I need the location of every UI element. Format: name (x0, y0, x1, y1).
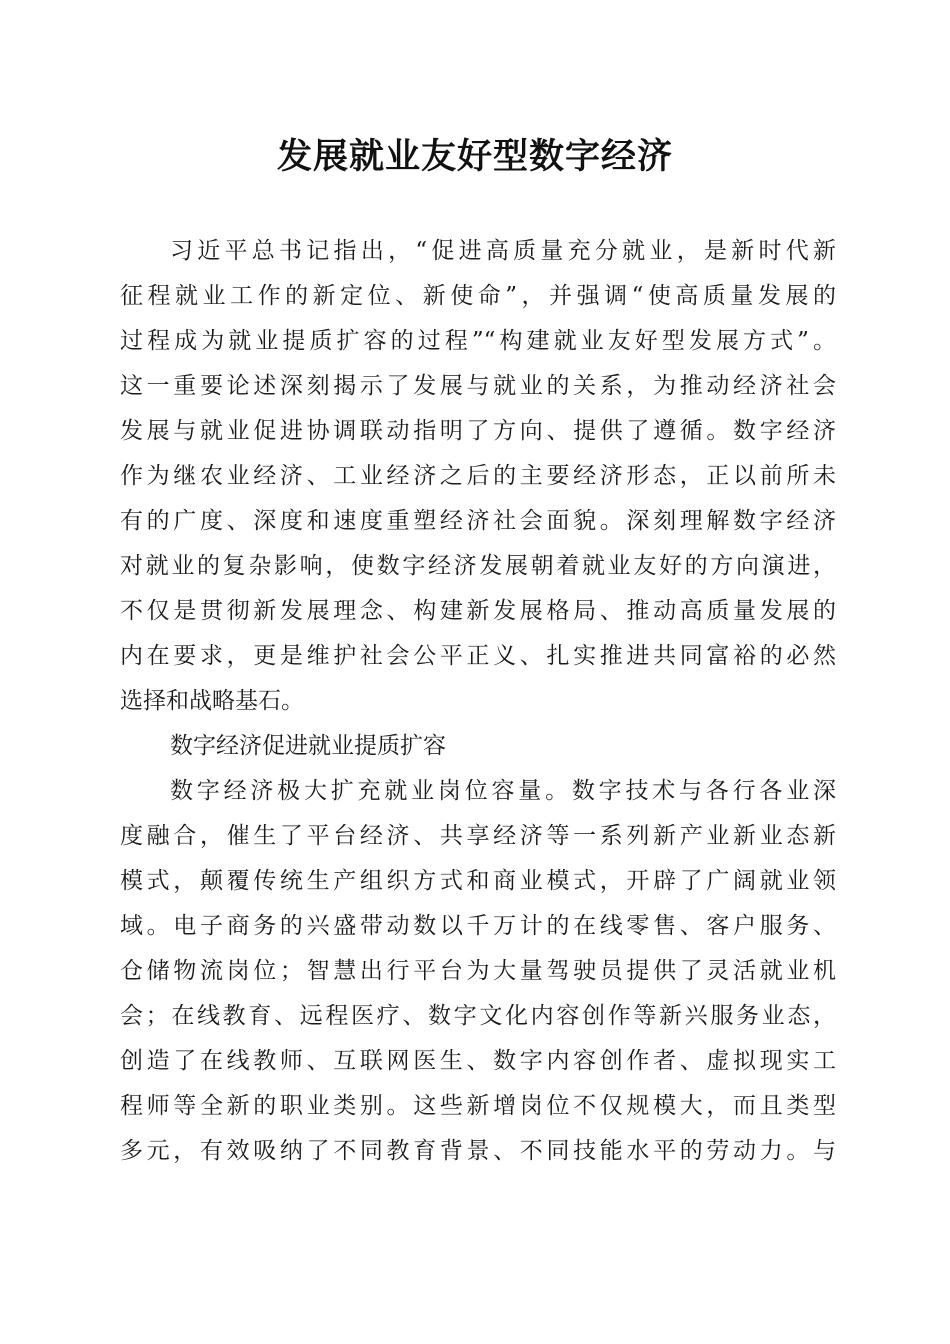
text-line: 创造了在线教师、互联网医生、数字内容创作者、虚拟现实工 (120, 1048, 836, 1074)
text-line: 发展与就业促进协调联动指明了方向、提供了遵循。数字经济 (120, 418, 836, 444)
section-heading: 数字经济促进就业提质扩容 (170, 733, 446, 759)
text-line: 这一重要论述深刻揭示了发展与就业的关系，为推动经济社会 (120, 373, 836, 399)
text-line: 域。电子商务的兴盛带动数以千万计的在线零售、客户服务、 (120, 913, 836, 939)
paragraph-intro (120, 229, 836, 724)
text-line: 不仅是贯彻新发展理念、构建新发展格局、推动高质量发展的 (120, 598, 836, 624)
text-line: 仓储物流岗位；智慧出行平台为大量驾驶员提供了灵活就业机 (120, 958, 836, 984)
document-body (120, 229, 836, 1174)
text-line: 多元，有效吸纳了不同教育背景、不同技能水平的劳动力。与 (120, 1138, 836, 1164)
text-line: 征程就业工作的新定位、新使命”，并强调“使高质量发展的 (120, 283, 836, 309)
text-line: 模式，颠覆传统生产组织方式和商业模式，开辟了广阔就业领 (120, 868, 836, 894)
text-line: 度融合，催生了平台经济、共享经济等一系列新产业新业态新 (120, 823, 836, 849)
text-line: 有的广度、深度和速度重塑经济社会面貌。深刻理解数字经济 (120, 508, 836, 534)
text-line: 对就业的复杂影响，使数字经济发展朝着就业友好的方向演进， (120, 553, 836, 579)
text-line: 数字经济极大扩充就业岗位容量。数字技术与各行各业深 (170, 778, 836, 804)
text-line: 内在要求，更是维护社会公平正义、扎实推进共同富裕的必然 (120, 643, 836, 669)
text-line: 过程成为就业提质扩容的过程”“构建就业友好型发展方式”。 (120, 328, 836, 354)
text-line: 选择和战略基石。 (120, 688, 304, 714)
document-title: 发展就业友好型数字经济 (276, 136, 673, 177)
paragraph-employment (120, 769, 836, 1174)
text-line: 程师等全新的职业类别。这些新增岗位不仅规模大，而且类型 (120, 1093, 836, 1119)
text-line: 习近平总书记指出，“促进高质量充分就业，是新时代新 (170, 238, 836, 264)
text-line: 会；在线教育、远程医疗、数字文化内容创作等新兴服务业态， (120, 1003, 836, 1029)
text-line: 作为继农业经济、工业经济之后的主要经济形态，正以前所未 (120, 463, 836, 489)
